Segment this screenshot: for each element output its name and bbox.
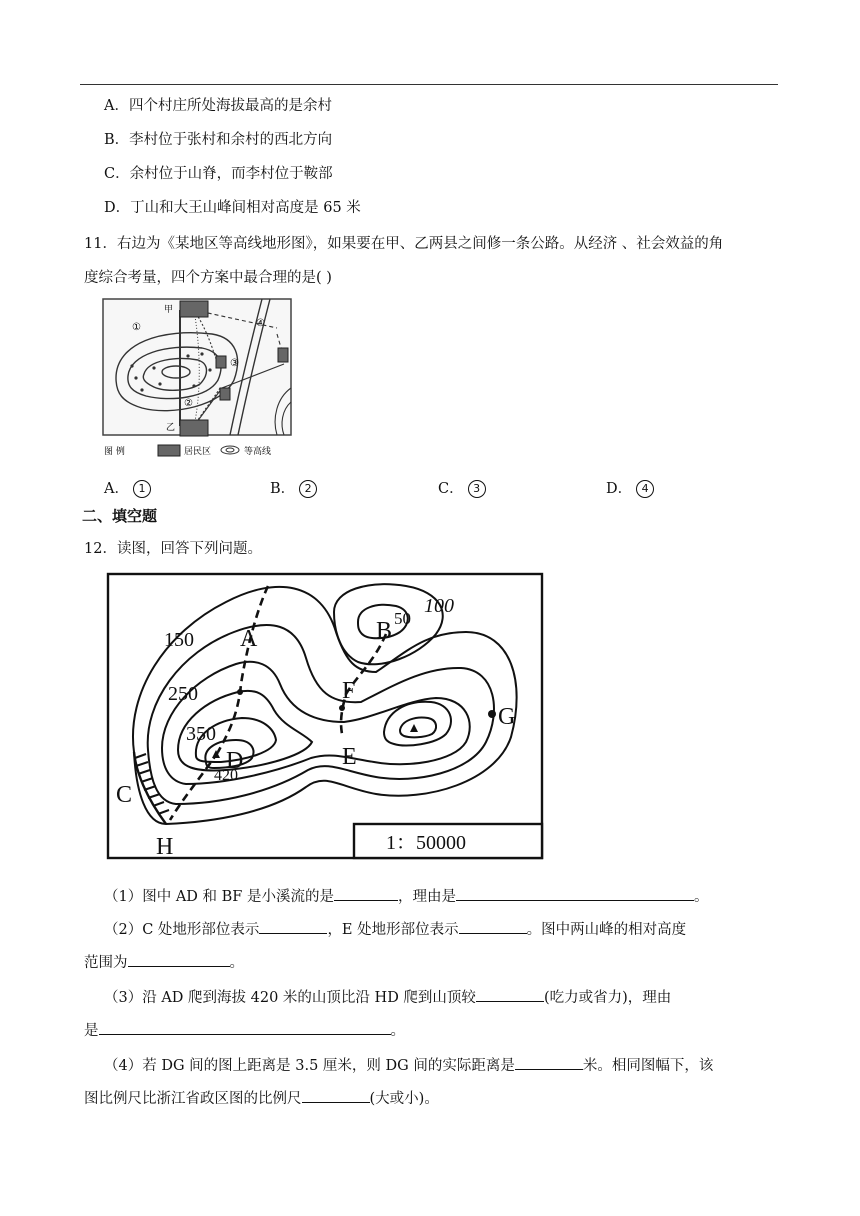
q12-part4: （4）若 DG 间的图上距离是 3.5 厘米，则 DG 间的实际距离是 米。相同图幅下，该: [104, 1054, 713, 1075]
circle-3-icon: 3: [468, 480, 486, 498]
answer-blank-5[interactable]: [128, 952, 230, 967]
legend-title: 图 例: [104, 447, 125, 457]
q11-option-b[interactable]: B． 2: [270, 477, 317, 498]
scale-label: 1：50000: [386, 832, 466, 854]
q12-part3-cont: 是 。: [84, 1019, 405, 1040]
q12-part1: （1）图中 AD 和 BF 是小溪流的是 ，理由是 。: [104, 885, 708, 906]
route-label-1: ①: [132, 322, 141, 333]
point-label-g: G: [498, 704, 516, 730]
legend-residential-swatch: [158, 445, 180, 456]
answer-blank-1[interactable]: [334, 886, 398, 901]
q12-part3: （3）沿 AD 爬到海拔 420 米的山顶比沿 HD 爬到山顶较 (吃力或省力)，理由: [104, 986, 671, 1007]
q11-option-d[interactable]: D． 4: [606, 477, 654, 498]
legend-residential: 居民区: [184, 447, 212, 457]
q10-option-a[interactable]: A．四个村庄所处海拔最高的是余村: [104, 98, 332, 114]
answer-blank-9[interactable]: [302, 1088, 370, 1103]
circle-2-icon: 2: [299, 480, 317, 498]
point-label-c: C: [116, 782, 133, 808]
route-label-4: ④: [256, 318, 265, 329]
q11-stem-line2: 度综合考量，四个方案中最合理的是( ): [84, 270, 332, 286]
contour-label-420: 420: [214, 767, 238, 784]
map-label-yi: 乙: [166, 423, 176, 433]
q12-part4-cont: 图比例尺比浙江省政区图的比例尺 (大或小)。: [84, 1087, 439, 1108]
section-title: 二、填空题: [82, 507, 158, 525]
circle-4-icon: 4: [636, 480, 654, 498]
q11-option-c[interactable]: C． 3: [438, 477, 486, 498]
answer-blank-8[interactable]: [515, 1055, 583, 1070]
answer-blank-7[interactable]: [99, 1020, 391, 1035]
q12-part2: （2）C 处地形部位表示 ，E 处地形部位表示 。图中两山峰的相对高度: [104, 918, 686, 939]
answer-blank-3[interactable]: [259, 919, 327, 934]
point-label-h: H: [156, 834, 174, 860]
contour-label-350: 350: [186, 723, 216, 745]
q12-contour-map: [106, 572, 546, 862]
answer-blank-4[interactable]: [459, 919, 527, 934]
route-label-2: ②: [184, 398, 193, 409]
circle-1-icon: 1: [133, 480, 151, 498]
q11-option-a[interactable]: A． 1: [104, 477, 151, 498]
q12-stem: 12．读图，回答下列问题。: [84, 541, 262, 557]
route-label-3: ③: [230, 358, 239, 369]
q11-stem-line1: 11．右边为《某地区等高线地形图》，如果要在甲、乙两县之间修一条公路。从经济 、社会效益的角: [84, 236, 724, 252]
map-label-jia: 甲: [164, 305, 174, 315]
header-rule: [80, 84, 778, 85]
q12-part2-cont: 范围为 。: [84, 951, 244, 972]
q10-option-b[interactable]: B．李村位于张村和余村的西北方向: [104, 132, 333, 148]
q11-contour-map: [102, 298, 298, 466]
contour-label-250: 250: [168, 683, 198, 705]
point-label-a: A: [240, 626, 258, 652]
answer-blank-6[interactable]: [476, 987, 544, 1002]
answer-blank-2[interactable]: [456, 886, 694, 901]
point-label-f: F: [342, 678, 356, 704]
contour-label-150: 150: [164, 629, 194, 651]
contour-label-50: 50: [394, 609, 411, 628]
point-label-b: B: [376, 618, 393, 644]
legend-contour-swatch: [221, 446, 239, 454]
contour-label-100: 100: [424, 595, 454, 617]
point-label-d: D: [226, 748, 244, 774]
legend-contour: 等高线: [244, 447, 272, 457]
point-label-e: E: [342, 744, 357, 770]
q10-option-c[interactable]: C．余村位于山脊，而李村位于鞍部: [104, 166, 333, 182]
q10-option-d[interactable]: D．丁山和大王山峰间相对高度是 65 米: [104, 200, 361, 216]
